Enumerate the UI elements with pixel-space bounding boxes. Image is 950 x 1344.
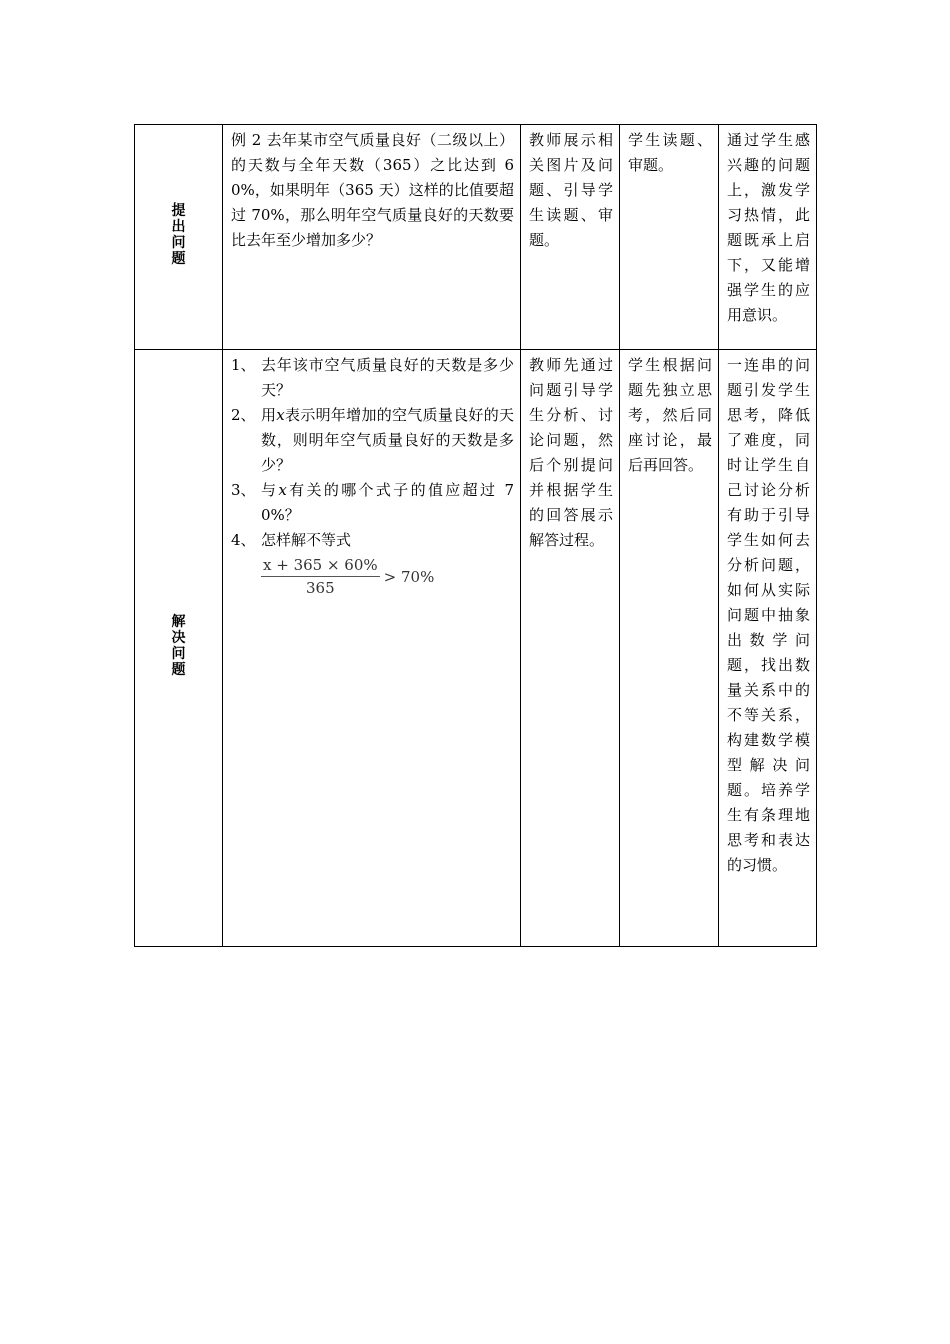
list-item (231, 353, 514, 403)
question-number: 3、 (231, 481, 256, 499)
design-intent-cell: 一连串的问题引发学生思考，降低了难度，同时让学生自己讨论分析有助于引导学生如何去分析问题，如何从实际问题中抽象出数学问题，找出数量关系中的不等关系，构建数学模型解决问题。培养学生有条理地思考和表达的习惯。 (719, 350, 817, 947)
variable-x: x (278, 481, 287, 499)
list-item (231, 528, 514, 553)
question-text: 去年该市空气质量良好的天数是多少天？ (261, 356, 514, 399)
table-row (135, 350, 817, 947)
question-text: 用 (261, 406, 277, 424)
stage-label: 解决问题 (171, 614, 186, 678)
variable-x: x (276, 406, 285, 424)
question-number: 4、 (231, 531, 256, 549)
list-item (231, 478, 514, 528)
question-number: 1、 (231, 356, 256, 374)
question-text: 表示明年增加的空气质量良好的天数，则明年空气质量良好的天数是多少？ (261, 406, 514, 474)
question-text: 有关的哪个式子的值应超过 70%？ (261, 481, 514, 524)
teacher-activity-cell: 教师展示相关图片及问题、引导学生读题、审题。 (521, 125, 620, 350)
inequality-relation: > 70% (383, 568, 435, 586)
question-text: 与 (261, 481, 279, 499)
content-cell (223, 350, 521, 947)
inequality-formula (261, 555, 514, 599)
student-activity-cell: 学生读题、审题。 (620, 125, 719, 350)
content-cell: 例 2 去年某市空气质量良好（二级以上）的天数与全年天数（365）之比达到 60%，如果明年（365 天）这样的比值要超过 70%，那么明年空气质量良好的天数要比去年至少增加多少？ (223, 125, 521, 350)
fraction-numerator: x + 365 × 60% (261, 555, 380, 577)
teacher-activity-cell: 教师先通过问题引导学生分析、讨论问题，然后个别提问并根据学生的回答展示解答过程。 (521, 350, 620, 947)
table-row (135, 125, 817, 350)
question-number: 2、 (231, 406, 256, 424)
lesson-plan-table (134, 124, 817, 947)
fraction (261, 555, 380, 599)
fraction-denominator: 365 (306, 579, 335, 597)
student-activity-cell: 学生根据问题先独立思考，然后同座讨论，最后再回答。 (620, 350, 719, 947)
list-item (231, 403, 514, 478)
stage-cell (135, 350, 223, 947)
design-intent-cell: 通过学生感兴趣的问题上，激发学习热情，此题既承上启下，又能增强学生的应用意识。 (719, 125, 817, 350)
stage-label: 提出问题 (171, 203, 186, 267)
question-text: 怎样解不等式 (261, 531, 352, 549)
question-list (231, 353, 514, 553)
stage-cell (135, 125, 223, 350)
